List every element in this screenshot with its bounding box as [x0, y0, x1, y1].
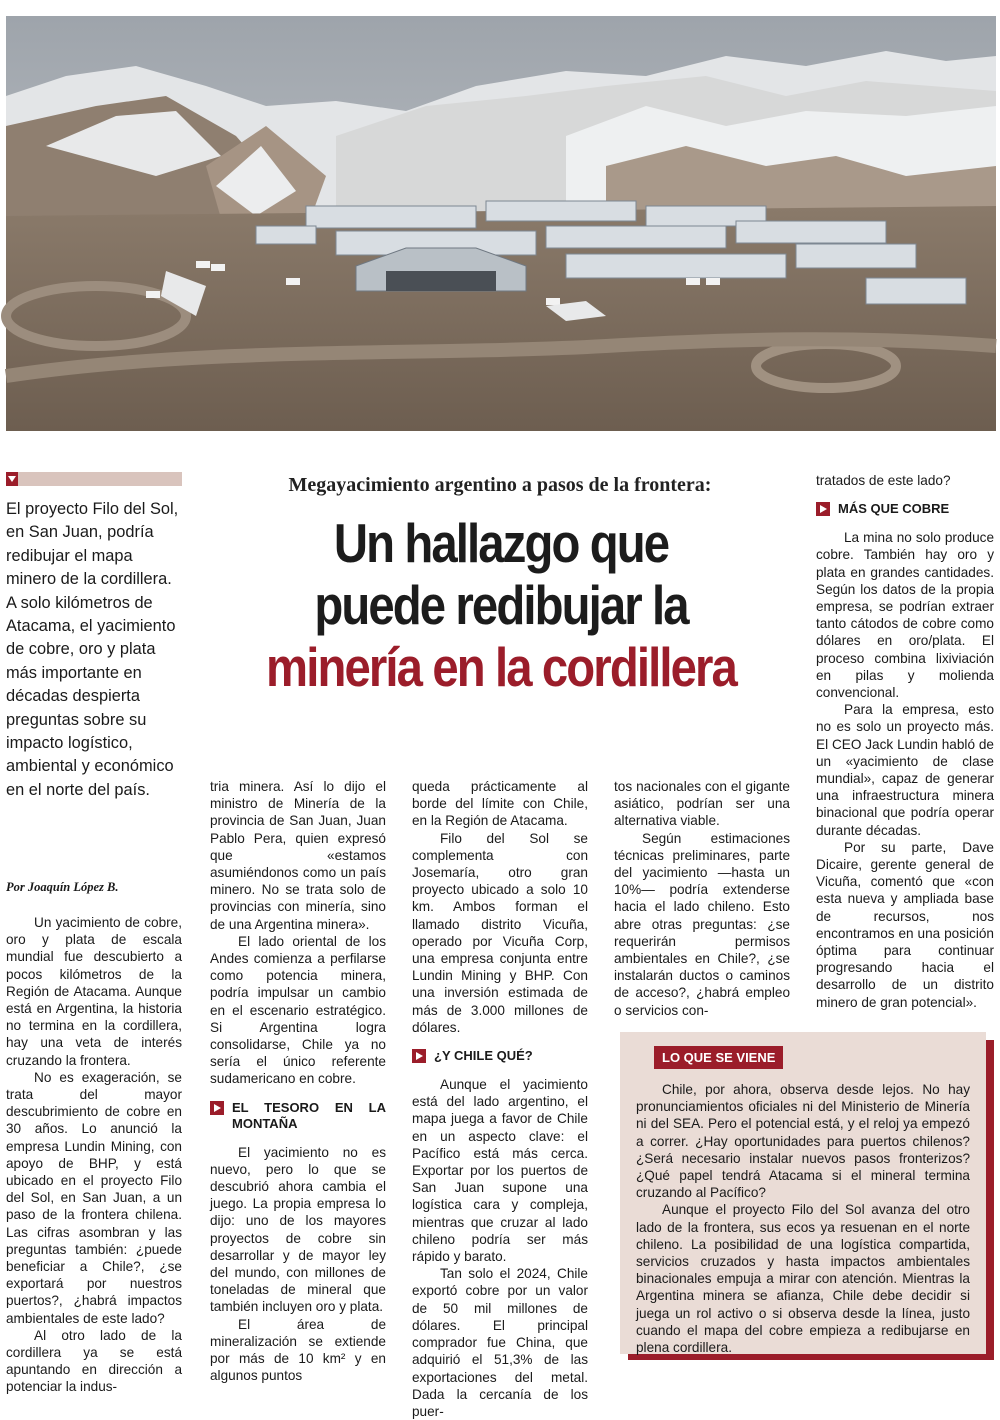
intro-lead: El proyecto Filo del Sol, en San Juan, podría redibujar el mapa minero de la cordillera. A solo kilómetros de Atacama, el yacimiento de cobre, oro y plata más importante en décadas despierta preguntas sobre su impacto logístico, ambiental y económico en el norte del país. [6, 500, 179, 799]
sidebar-title: LO QUE SE VIENE [654, 1046, 783, 1069]
paragraph: Filo del Sol se complementa con Josemaría, otro gran proyecto ubicado a solo 10 km. Ambos forman el llamado distrito Vicuña, operado por Vicuña Corp, una empresa conjunta entre Lundin Mining y BHP. Con una inversión estimada de más de 3.000 millones de dólares. [412, 830, 588, 1035]
paragraph: Chile, por ahora, observa desde lejos. No hay pronunciamientos oficiales ni del Ministerio de Minería ni del SEA. Pero el potencial está, y el reloj ya empezó a correr. ¿Hay oportunidades para puertos chilenos? ¿Será necesario instalar nuevos pasos fronterizos? ¿Qué papel tendrá Atacama si el mineral termina cruzando al Pacífico? [636, 1082, 970, 1201]
paragraph: Por su parte, Dave Dicaire, gerente general de Vicuña, comentó que «con esta nueva y ampliada base de recursos, nos encontramos en una posición óptima para continuar progresando hacia el desarrollo de un distrito minero de gran potencial». [816, 839, 994, 1010]
headline-line-1: Un hallazgo que [333, 512, 669, 574]
subhead-el-tesoro [210, 1100, 386, 1132]
column-1 [6, 914, 182, 1396]
play-arrow-icon [210, 1101, 224, 1115]
column-4 [614, 778, 790, 1019]
kicker: Megayacimiento argentino a pasos de la frontera: [288, 474, 712, 496]
subhead-label: EL TESORO EN LA MONTAÑA [232, 1099, 386, 1131]
paragraph: queda prácticamente al borde del límite con Chile, en la Región de Atacama. [412, 779, 588, 829]
subhead-label: MÁS QUE COBRE [838, 501, 950, 517]
subhead-y-chile-que [412, 1048, 588, 1064]
sidebar-text [636, 1081, 970, 1356]
paragraph: El lado oriental de los Andes comienza a perfilarse como potencia minera, podría impulsar un cambio en el escenario estratégico. Si Argentina logra consolidarse, Chile ya no sería el único referente sudamericano en cobre. [210, 933, 386, 1087]
play-arrow-icon [816, 502, 830, 516]
sidebar-box [620, 1032, 986, 1354]
play-arrow-icon [412, 1049, 426, 1063]
headline-line-2: puede redibujar la [314, 574, 688, 636]
paragraph: tos nacionales con el gigante asiático, podrían ser una alternativa viable. [614, 779, 790, 829]
paragraph: Para la empresa, esto no es solo un proyecto más. El CEO Jack Lundin habló de un «yacimiento de clase mundial», capaz de generar una infraestructura minera binacional que podría operar durante décadas. [816, 702, 994, 838]
paragraph: Al otro lado de la cordillera ya se está apuntando en dirección a potenciar la indus- [6, 1327, 182, 1395]
paragraph: Tan solo el 2024, Chile exportó cobre por un valor de 50 mil millones de dólares. El principal comprador fue China, que adquirió el 51,3% de las exportaciones del metal. Dada la cercanía de los puer- [412, 1266, 588, 1419]
paragraph: Aunque el yacimiento está del lado argentino, el mapa juega a favor de Chile en un aspecto clave: el Pacífico está más cerca. Exportar por los puertos de San Juan supone una logística cara y compleja, mientras que cruzar al lado chileno podría ser más rápido y barato. [412, 1077, 588, 1265]
headline [239, 512, 764, 698]
column-5 [816, 472, 994, 1011]
column-2 [210, 778, 386, 1385]
paragraph: tria minera. Así lo dijo el ministro de Minería de la provincia de San Juan, Juan Pablo Pera, quien expresó que «estamos asumiéndonos como un país minero. No se trata solo de provincias con minería, sino de una Argentina minera». [210, 779, 386, 932]
mining-camp-image [6, 16, 996, 431]
hero-photo [6, 16, 996, 431]
intro-bar [6, 472, 182, 486]
paragraph: El yacimiento no es nuevo, pero lo que se descubrió ahora cambia el juego. La propia empresa lo dijo: uno de los mayores proyectos de cobre sin desarrollar y de mayor ley del mundo, con millones de toneladas de mineral que también incluyen oro y plata. [210, 1144, 386, 1315]
paragraph: Aunque el proyecto Filo del Sol avanza del otro lado de la frontera, sus ecos ya resuenan en el norte chileno. La posibilidad de una logística compartida, servicios cruzados y hasta impactos ambientales binacionales empuja a mirar con atención. Mientras la Argentina minera se afianza, Chile debe decidir si juega un rol activo o si observa desde la línea, justo cuando el mapa del cobre empieza a redibujarse en plena cordillera. [636, 1202, 970, 1356]
paragraph: Un yacimiento de cobre, oro y plata de escala mundial fue descubierto a pocos kilómetros de la Región de Atacama. Aunque está en Argentina, la historia no termina en la cordillera, hay una veta de interés cruzando la frontera. [6, 915, 182, 1068]
paragraph: Según estimaciones técnicas preliminares, parte del yacimiento —hasta un 10%— podría extenderse hacia el lado chileno. Esto abre otras preguntas: ¿se requerirán permisos ambientales en Chile?, ¿se instalarán ductos o caminos de acceso?, ¿habrá empleo o servicios con- [614, 830, 790, 1018]
subhead-mas-que-cobre [816, 501, 994, 517]
paragraph: La mina no solo produce cobre. También hay oro y plata en grandes cantidades. Según los datos de la propia empresa, se podrían extraer tanto cátodos de cobre como dólares en oro/plata. El proceso combina lixiviación en pilas y molienda convencional. [816, 530, 994, 701]
subhead-label: ¿Y CHILE QUÉ? [434, 1048, 533, 1064]
paragraph: El área de mineralización se extiende por más de 10 km² y en algunos puntos [210, 1316, 386, 1384]
chevron-down-icon [6, 472, 18, 486]
byline: Por Joaquín López B. [6, 880, 119, 894]
paragraph: No es exageración, se trata del mayor descubrimiento de cobre en 30 años. Lo anunció la empresa Lundin Mining, con apoyo de BHP, y está ubicado en el proyecto Filo del Sol, en San Juan, a un paso de la frontera chilena. Las cifras asombran y las preguntas también: ¿puede beneficiar a Chile?, ¿se exportará por nuestros puertos?, ¿habrá impactos ambientales de este lado? [6, 1069, 182, 1326]
headline-line-3: minería en la cordillera [266, 636, 736, 698]
paragraph: tratados de este lado? [816, 473, 951, 488]
column-3 [412, 778, 588, 1420]
